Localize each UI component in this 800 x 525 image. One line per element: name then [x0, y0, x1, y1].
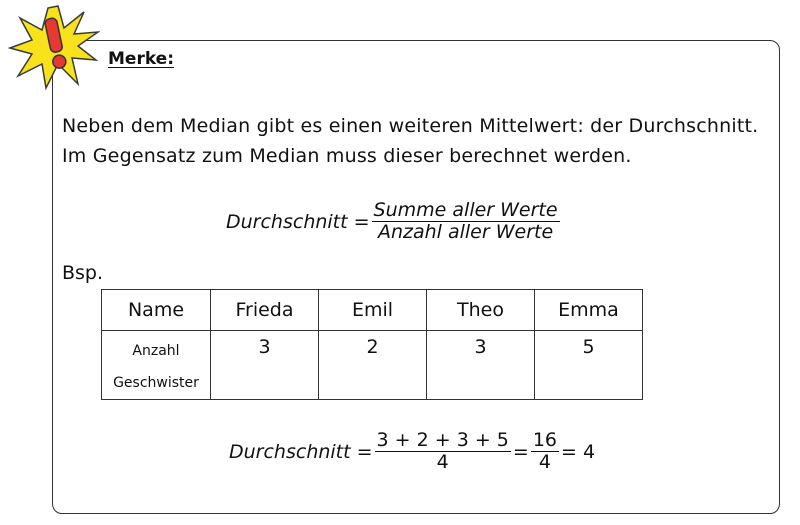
row-label-line-2: Geschwister [113, 375, 199, 391]
calc-numerator: 3 + 2 + 3 + 5 [376, 429, 509, 451]
exclamation-burst-icon [8, 4, 100, 90]
calc-result: = 4 [561, 440, 596, 463]
header-cell-name: Name [102, 290, 211, 331]
formula-lhs: Durchschnitt = [226, 210, 370, 233]
formula-numerator: Summe aller Werte [373, 199, 558, 221]
calc-equals: = [512, 440, 529, 463]
calc-denominator: 4 [436, 450, 449, 473]
row-label-cell [102, 331, 211, 400]
example-label: Bsp. [62, 262, 104, 284]
header-cell-emma: Emma [535, 290, 643, 331]
value-cell-emma: 5 [535, 331, 643, 400]
merke-heading: Merke: [108, 49, 175, 69]
text-line-2: Im Gegensatz zum Median muss dieser berechnet werden. [62, 145, 632, 167]
table-row [102, 331, 643, 400]
value-cell-theo: 3 [427, 331, 535, 400]
formula-denominator: Anzahl aller Werte [377, 220, 554, 243]
calc-numerator-2: 16 [532, 429, 558, 451]
definition-formula [226, 200, 562, 244]
formula-fraction [372, 200, 560, 244]
value-cell-emil: 2 [319, 331, 427, 400]
siblings-table [101, 289, 643, 400]
row-label-line-1: Anzahl [132, 343, 180, 359]
header-cell-emil: Emil [319, 290, 427, 331]
calc-denominator-2: 4 [538, 450, 551, 473]
calc-lhs: Durchschnitt = [229, 440, 373, 463]
calc-fraction-2 [531, 430, 559, 474]
calc-fraction-1 [375, 430, 511, 474]
text-line-1: Neben dem Median gibt es einen weiteren Mittelwert: der Durchschnitt. [62, 115, 759, 137]
header-cell-theo: Theo [427, 290, 535, 331]
table-header-row [102, 290, 643, 331]
calculation-formula [229, 430, 595, 474]
header-cell-frieda: Frieda [211, 290, 319, 331]
value-cell-frieda: 3 [211, 331, 319, 400]
